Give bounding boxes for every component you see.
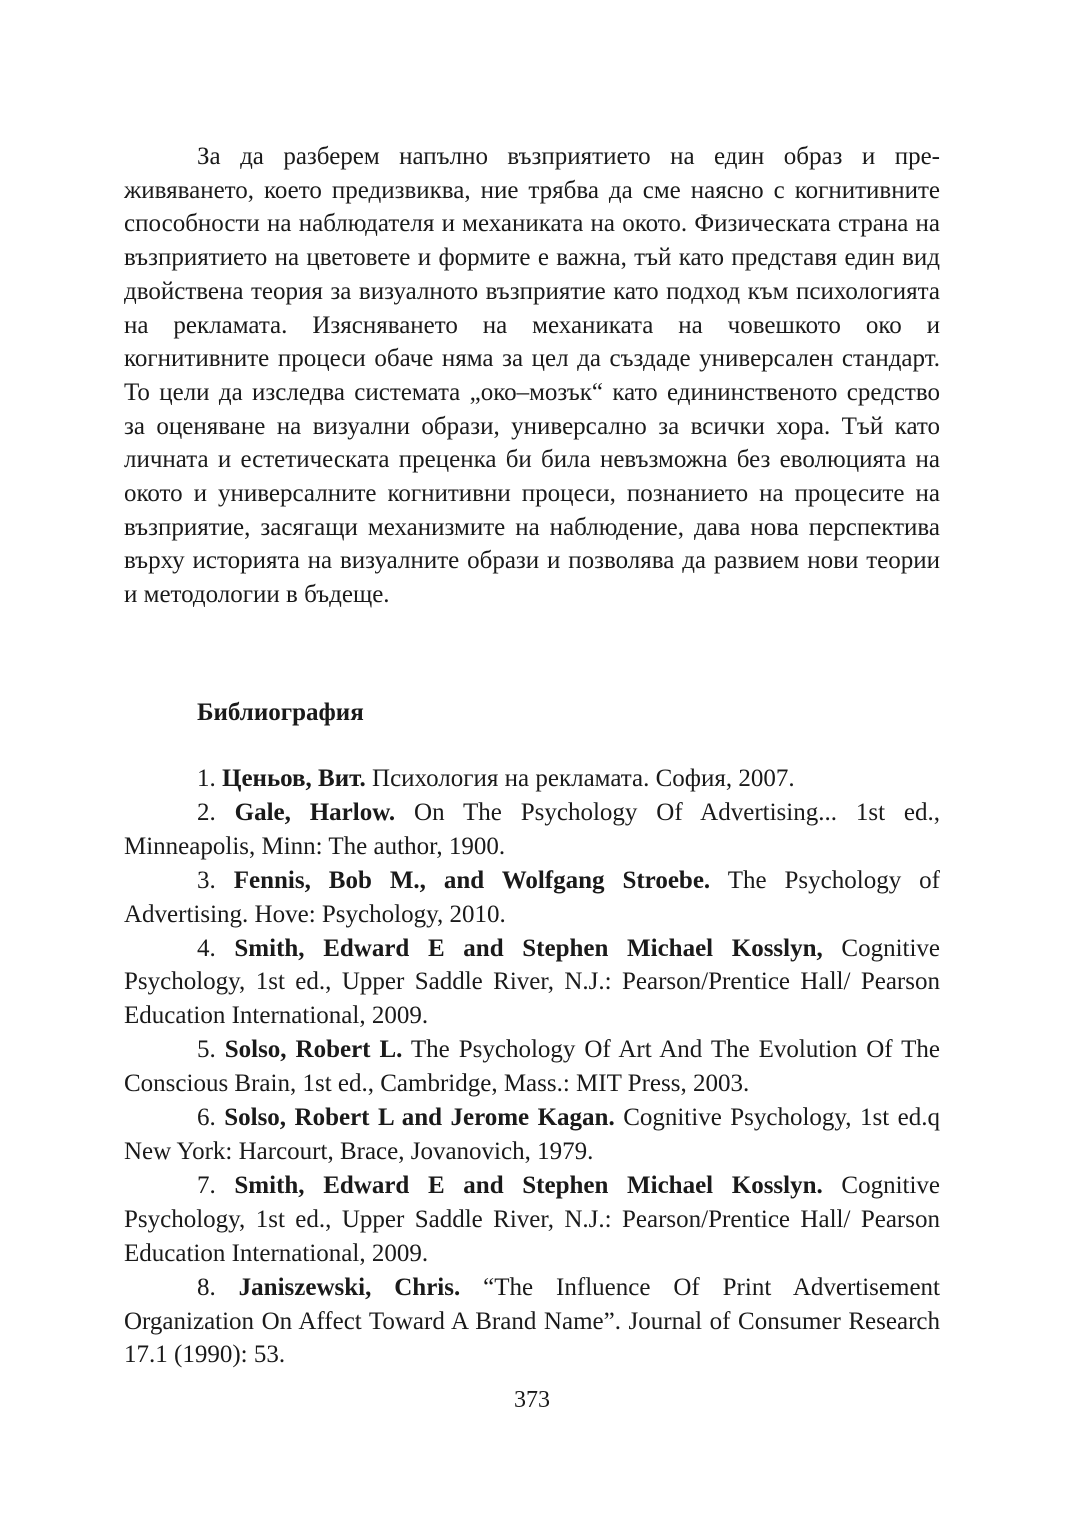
entry-author: Janiszewski, Chris.: [238, 1273, 461, 1301]
bibliography-entry: [124, 1271, 940, 1373]
entry-author: Solso, Robert L and Jerome Kagan.: [224, 1104, 615, 1132]
body-paragraph: За да разберем напълно възприятието на един образ и преживяването, което предизвиква, ние трябва да сме наясно с когнитивните способности на наблюдателя и механиката на окото. Физическата страна на възприятието на цветовете и формите е важна, тъй като представя един вид двойствена теория за визуалното възприятие като подход към психологията на рекламата. Изясняването на механиката на човешкото око и когнитивните процеси обаче няма за цел да създаде универсален стандарт. То цели да изследва системата „око–мозък“ като едининственото средство за оценяване на визуални образи, универсално за всички хора. Тъй като личната и естетическата преценка би била невъзможна без еволюцията на окото и универсалните когнитивни процеси, познанието на процесите на възприятие, засягащи механизмите на наблюдение, дава нова перспектива върху историята на визуалните образи и позволява да развием нови теории и методологии в бъдеще.: [124, 143, 940, 609]
entry-text: The Psychology Of Art And The Evolution Of The Conscious Brain, 1st ed., Cambridge, Mass.: MIT Press, 2003.: [124, 1036, 940, 1098]
entry-text: Cognitive Psychology, 1st ed.q New York: Harcourt, Brace, Jovanovich, 1979.: [124, 1104, 941, 1165]
entry-author: Fennis, Bob M., and Wolfgang Stroebe.: [233, 866, 711, 894]
entry-number: 7.: [197, 1171, 216, 1199]
entry-author: Ценьов, Вит.: [222, 765, 366, 792]
bibliography-entry: [124, 1169, 940, 1271]
entry-text: “The Influence Of Print Advertisement Organization On Affect Toward A Brand Name”. Journal of Consumer Research 17.1 (1990): 53.: [124, 1273, 940, 1369]
entry-number: 2.: [197, 798, 216, 826]
bibliography-heading: Библиография: [197, 699, 364, 726]
bibliography-entry: [124, 1033, 940, 1101]
entry-author: Gale, Harlow.: [234, 798, 396, 826]
entry-text: Cognitive Psychology, 1st ed., Upper Saddle River, N.J.: Pearson/Prentice Hall/ Pearson Education International, 2009.: [124, 934, 941, 1030]
entry-author: Smith, Edward E and Stephen Michael Kosslyn.: [234, 1171, 823, 1199]
bibliography-entry: [124, 762, 940, 796]
page-number: 373: [514, 1387, 550, 1413]
entry-text: On The Psychology Of Advertising... 1st ed., Minneapolis, Minn: The author, 1900.: [124, 798, 940, 860]
entry-number: 3.: [197, 866, 216, 894]
entry-number: 5.: [197, 1036, 216, 1064]
entry-author: Smith, Edward E and Stephen Michael Kosslyn,: [234, 934, 823, 962]
entry-text: The Psychology of Advertising. Hove: Psychology, 2010.: [124, 866, 940, 928]
bibliography-entry: [124, 864, 940, 932]
entry-author: Solso, Robert L.: [224, 1036, 403, 1064]
document-page: [124, 0, 940, 1530]
entry-text: Психология на рекламата. София, 2007.: [372, 765, 795, 792]
entry-number: 6.: [197, 1104, 216, 1132]
bibliography-entry: [124, 932, 940, 1034]
bibliography-entry: [124, 1101, 940, 1169]
entry-number: 8.: [197, 1273, 216, 1301]
bibliography-entry: [124, 796, 940, 864]
entry-number: 1.: [197, 765, 216, 792]
bibliography-list: [124, 762, 940, 1372]
entry-text: Cognitive Psychology, 1st ed., Upper Saddle River, N.J.: Pearson/Prentice Hall/ Pearson Education International, 2009.: [124, 1171, 941, 1267]
entry-number: 4.: [197, 934, 216, 962]
